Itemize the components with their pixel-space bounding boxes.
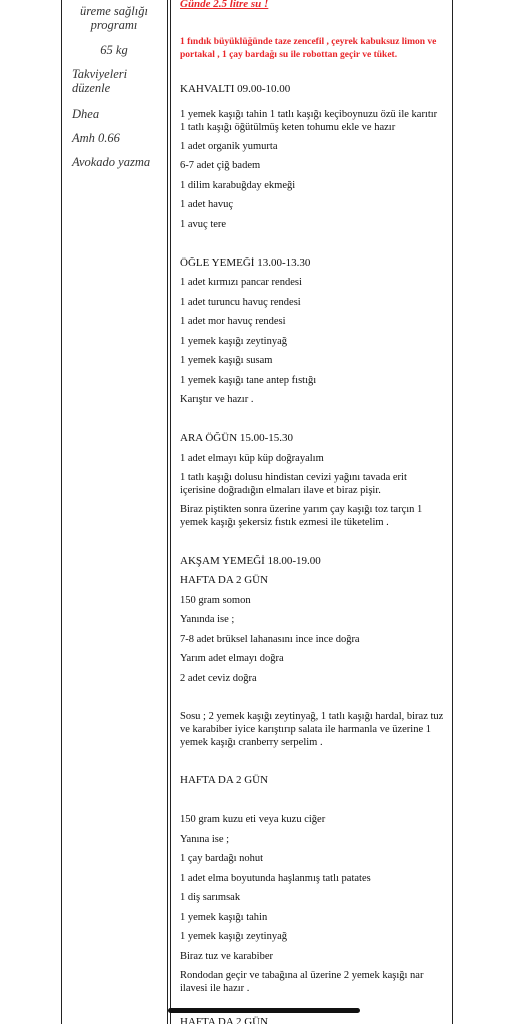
dinner2-item: 150 gram kuzu eti veya kuzu ciğer [180,814,326,825]
dinner-item: 2 adet ceviz doğra [180,673,257,684]
smoothie-note: 1 fındık büyüklüğünde taze zencefil , çeyrek kabuksuz limon ve portakal , 1 çay bardağı su ile robottan geçir ve tüket. [180,37,437,60]
dinner2-heading: HAFTA DA 2 GÜN [180,774,269,786]
breakfast-item: 1 yemek kaşığı tahin 1 tatlı kaşığı keçiboynuzu özü ile karıtır 1 tatlı kaşığı öğütülmüş keten tohumu ekle ve hazır [180,109,438,133]
dinner2-item: Biraz tuz ve karabiber [180,951,273,962]
snack-item: 1 tatlı kaşığı dolusu hindistan cevizi yağını tavada erit içerisine doğradığın elmaları ilave et biraz pişir. [180,472,407,496]
lunch-heading: ÖĞLE YEMEĞİ 13.00-13.30 [180,257,311,269]
dinner-heading: AKŞAM YEMEĞİ 18.00-19.00 [180,555,321,567]
avocado-note: Avokado yazma [72,155,151,169]
lunch-item: 1 adet turuncu havuç rendesi [180,297,301,308]
breakfast-item: 1 adet organik yumurta [180,141,278,152]
lunch-item: 1 yemek kaşığı susam [180,355,273,366]
home-indicator[interactable] [168,1008,360,1013]
snack-heading: ARA ÖĞÜN 15.00-15.30 [180,432,294,444]
lunch-item: 1 adet mor havuç rendesi [180,316,286,327]
dinner2-item: 1 adet elma boyutunda haşlanmış tatlı patates [180,873,371,884]
program-title-line1: üreme sağlığı [80,4,148,18]
breakfast-item: 1 adet havuç [180,199,234,210]
dinner2-item: 1 çay bardağı nohut [180,853,264,864]
lunch-item: 1 adet kırmızı pancar rendesi [180,277,302,288]
breakfast-item: 6-7 adet çiğ badem [180,160,261,171]
snack-item: 1 adet elmayı küp küp doğrayalım [180,453,324,464]
dinner2-item: Yanına ise ; [180,834,230,845]
breakfast-heading: KAHVALTI 09.00-10.00 [180,83,291,95]
dinner-item: 7-8 adet brüksel lahanasını ince ince doğra [180,634,360,645]
supplements-label-line2: düzenle [72,81,111,95]
dinner2-item: 1 diş sarımsak [180,892,241,903]
dinner-item: Yarım adet elmayı doğra [180,653,284,664]
water-note: Günde 2.5 litre su ! [180,0,269,10]
weight-value: 65 kg [100,43,128,57]
column-divider [167,0,171,1024]
supplements-label-line1: Takviyeleri [72,67,128,81]
dinner-sauce: Sosu ; 2 yemek kaşığı zeytinyağ, 1 tatlı kaşığı hardal, biraz tuz ve karabiber iyice karıştırıp salata ile harmanla ve üzerine 1 yemek kaşığı cranberry serpelim . [180,711,444,748]
dinner-item: 150 gram somon [180,595,251,606]
lunch-item: 1 yemek kaşığı zeytinyağ [180,336,288,347]
dinner2-item: 1 yemek kaşığı tahin [180,912,268,923]
dinner2-item: Rondodan geçir ve tabağına al üzerine 2 yemek kaşığı nar ilavesi ile hazır . [180,970,424,994]
lunch-item: 1 yemek kaşığı tane antep fıstığı [180,375,317,386]
breakfast-item: 1 avuç tere [180,219,227,230]
dinner-subheading: HAFTA DA 2 GÜN [180,574,269,586]
program-title-line2: programı [90,18,138,32]
breakfast-item: 1 dilim karabuğday ekmeği [180,180,296,191]
dhea-note: Dhea [72,107,100,121]
dinner-item: Yanında ise ; [180,614,235,625]
dinner2-item: 1 yemek kaşığı zeytinyağ [180,931,288,942]
amh-note: Amh 0.66 [72,131,120,145]
lunch-item: Karıştır ve hazır . [180,394,254,405]
snack-item: Biraz piştikten sonra üzerine yarım çay kaşığı toz tarçın 1 yemek kaşığı şekersiz fıstık ezmesi ile tüketelim . [180,504,423,528]
next-section-heading: HAFTA DA 2 GÜN [180,1016,269,1024]
